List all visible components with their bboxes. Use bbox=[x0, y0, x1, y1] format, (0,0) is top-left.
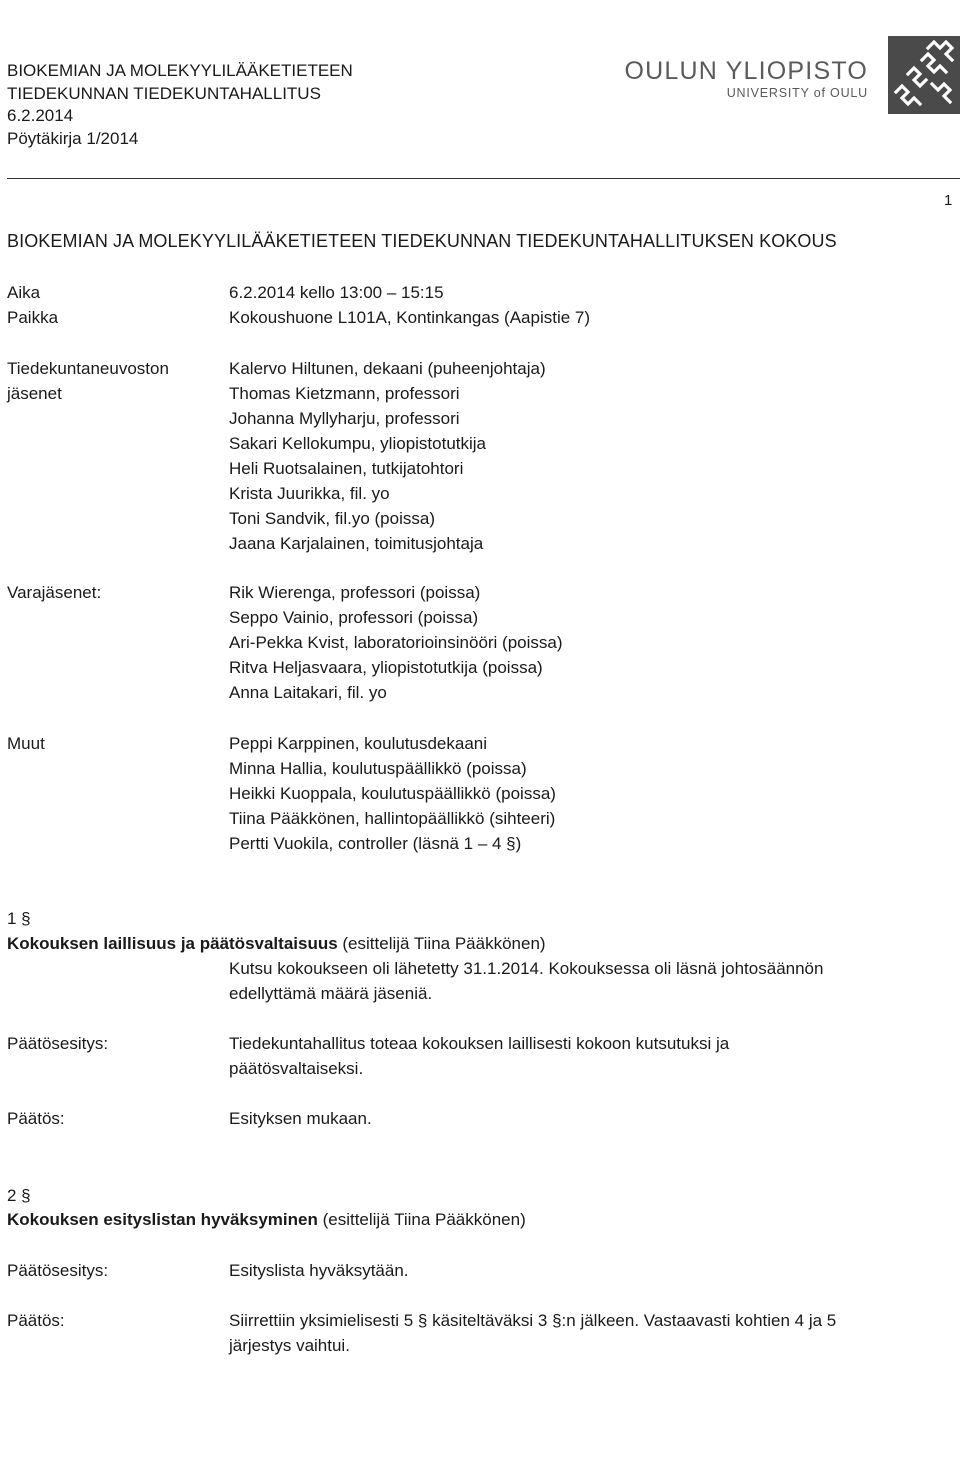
time-label: Aika bbox=[7, 283, 41, 302]
document-title: BIOKEMIAN JA MOLEKYYLILÄÄKETIETEEN TIEDEKUNNAN TIEDEKUNTAHALLITUKSEN KOKOUS bbox=[7, 231, 837, 251]
page-number: 1 bbox=[944, 192, 953, 209]
list-item: Peppi Karppinen, koulutusdekaani bbox=[229, 734, 488, 753]
university-name: OULUN YLIOPISTO bbox=[624, 57, 868, 85]
list-item: Pertti Vuokila, controller (läsnä 1 – 4 §) bbox=[229, 834, 522, 853]
document-header bbox=[7, 60, 353, 150]
section1-proposal-line2: päätösvaltaiseksi. bbox=[229, 1059, 364, 1078]
list-item: Ari-Pekka Kvist, laboratorioinsinööri (poissa) bbox=[229, 633, 563, 652]
members-label-line1: Tiedekuntaneuvoston bbox=[7, 359, 169, 378]
section2-proposal-label: Päätösesitys: bbox=[7, 1261, 109, 1280]
list-item: Krista Juurikka, fil. yo bbox=[229, 484, 390, 503]
section2-decision-line2: järjestys vaihtui. bbox=[229, 1336, 350, 1355]
university-logo-text bbox=[594, 58, 868, 100]
section2-decision-line1: Siirrettiin yksimielisesti 5 § käsiteltäväksi 3 §:n jälkeen. Vastaavasti kohtien 4 ja 5 bbox=[229, 1311, 837, 1330]
section1-proposal-label: Päätösesitys: bbox=[7, 1034, 109, 1053]
list-item: Sakari Kellokumpu, yliopistotutkija bbox=[229, 434, 487, 453]
section1-proposal-line1: Tiedekuntahallitus toteaa kokouksen laillisesti kokoon kutsutuksi ja bbox=[229, 1034, 730, 1053]
time-value: 6.2.2014 kello 13:00 – 15:15 bbox=[229, 283, 444, 302]
faculty-name-line2: TIEDEKUNNAN TIEDEKUNTAHALLITUS bbox=[7, 83, 321, 103]
list-item: Ritva Heljasvaara, yliopistotutkija (poissa) bbox=[229, 658, 543, 677]
university-emblem-icon bbox=[888, 36, 960, 114]
section2-presenter: (esittelijä Tiina Pääkkönen) bbox=[317, 1210, 526, 1229]
section1-text-line2: edellyttämä määrä jäseniä. bbox=[229, 984, 433, 1003]
section1-decision: Esityksen mukaan. bbox=[229, 1109, 372, 1128]
list-item: Tiina Pääkkönen, hallintopäällikkö (sihteeri) bbox=[229, 809, 556, 828]
list-item: Minna Hallia, koulutuspäällikkö (poissa) bbox=[229, 759, 527, 778]
university-name-english: UNIVERSITY of OULU bbox=[726, 86, 868, 100]
section1-heading-line bbox=[7, 931, 546, 956]
deputies-label: Varajäsenet: bbox=[7, 583, 102, 602]
section2-number: 2 § bbox=[7, 1186, 31, 1205]
list-item: Kalervo Hiltunen, dekaani (puheenjohtaja) bbox=[229, 359, 546, 378]
list-item: Jaana Karjalainen, toimitusjohtaja bbox=[229, 534, 484, 553]
list-item: Toni Sandvik, fil.yo (poissa) bbox=[229, 509, 435, 528]
header-divider bbox=[7, 178, 960, 179]
list-item: Rik Wierenga, professori (poissa) bbox=[229, 583, 481, 602]
section1-number: 1 § bbox=[7, 909, 31, 928]
list-item: Heli Ruotsalainen, tutkijatohtori bbox=[229, 459, 464, 478]
list-item: Thomas Kietzmann, professori bbox=[229, 384, 460, 403]
list-item: Seppo Vainio, professori (poissa) bbox=[229, 608, 479, 627]
section1-heading: Kokouksen laillisuus ja päätösvaltaisuus bbox=[7, 934, 338, 953]
faculty-name-line1: BIOKEMIAN JA MOLEKYYLILÄÄKETIETEEN bbox=[7, 61, 353, 80]
others-list bbox=[229, 731, 556, 856]
list-item: Anna Laitakari, fil. yo bbox=[229, 683, 387, 702]
list-item: Johanna Myllyharju, professori bbox=[229, 409, 460, 428]
section2-heading: Kokouksen esityslistan hyväksyminen bbox=[7, 1210, 318, 1229]
members-label-line2: jäsenet bbox=[7, 384, 62, 403]
document-date: 6.2.2014 bbox=[7, 106, 74, 125]
section2-proposal: Esityslista hyväksytään. bbox=[229, 1261, 409, 1280]
list-item: Heikki Kuoppala, koulutuspäällikkö (poissa) bbox=[229, 784, 556, 803]
section1-decision-label: Päätös: bbox=[7, 1109, 65, 1128]
section1-text-line1: Kutsu kokoukseen oli lähetetty 31.1.2014. Kokouksessa oli läsnä johtosäännön bbox=[229, 959, 824, 978]
place-label: Paikka bbox=[7, 308, 59, 327]
section1-presenter: (esittelijä Tiina Pääkkönen) bbox=[337, 934, 546, 953]
minutes-number: Pöytäkirja 1/2014 bbox=[7, 128, 139, 148]
place-value: Kokoushuone L101A, Kontinkangas (Aapistie 7) bbox=[229, 308, 591, 327]
others-label: Muut bbox=[7, 734, 45, 753]
members-list bbox=[229, 356, 546, 556]
deputies-list bbox=[229, 580, 563, 705]
members-label bbox=[7, 356, 169, 406]
section2-heading-line bbox=[7, 1207, 526, 1232]
section2-decision-label: Päätös: bbox=[7, 1311, 65, 1330]
